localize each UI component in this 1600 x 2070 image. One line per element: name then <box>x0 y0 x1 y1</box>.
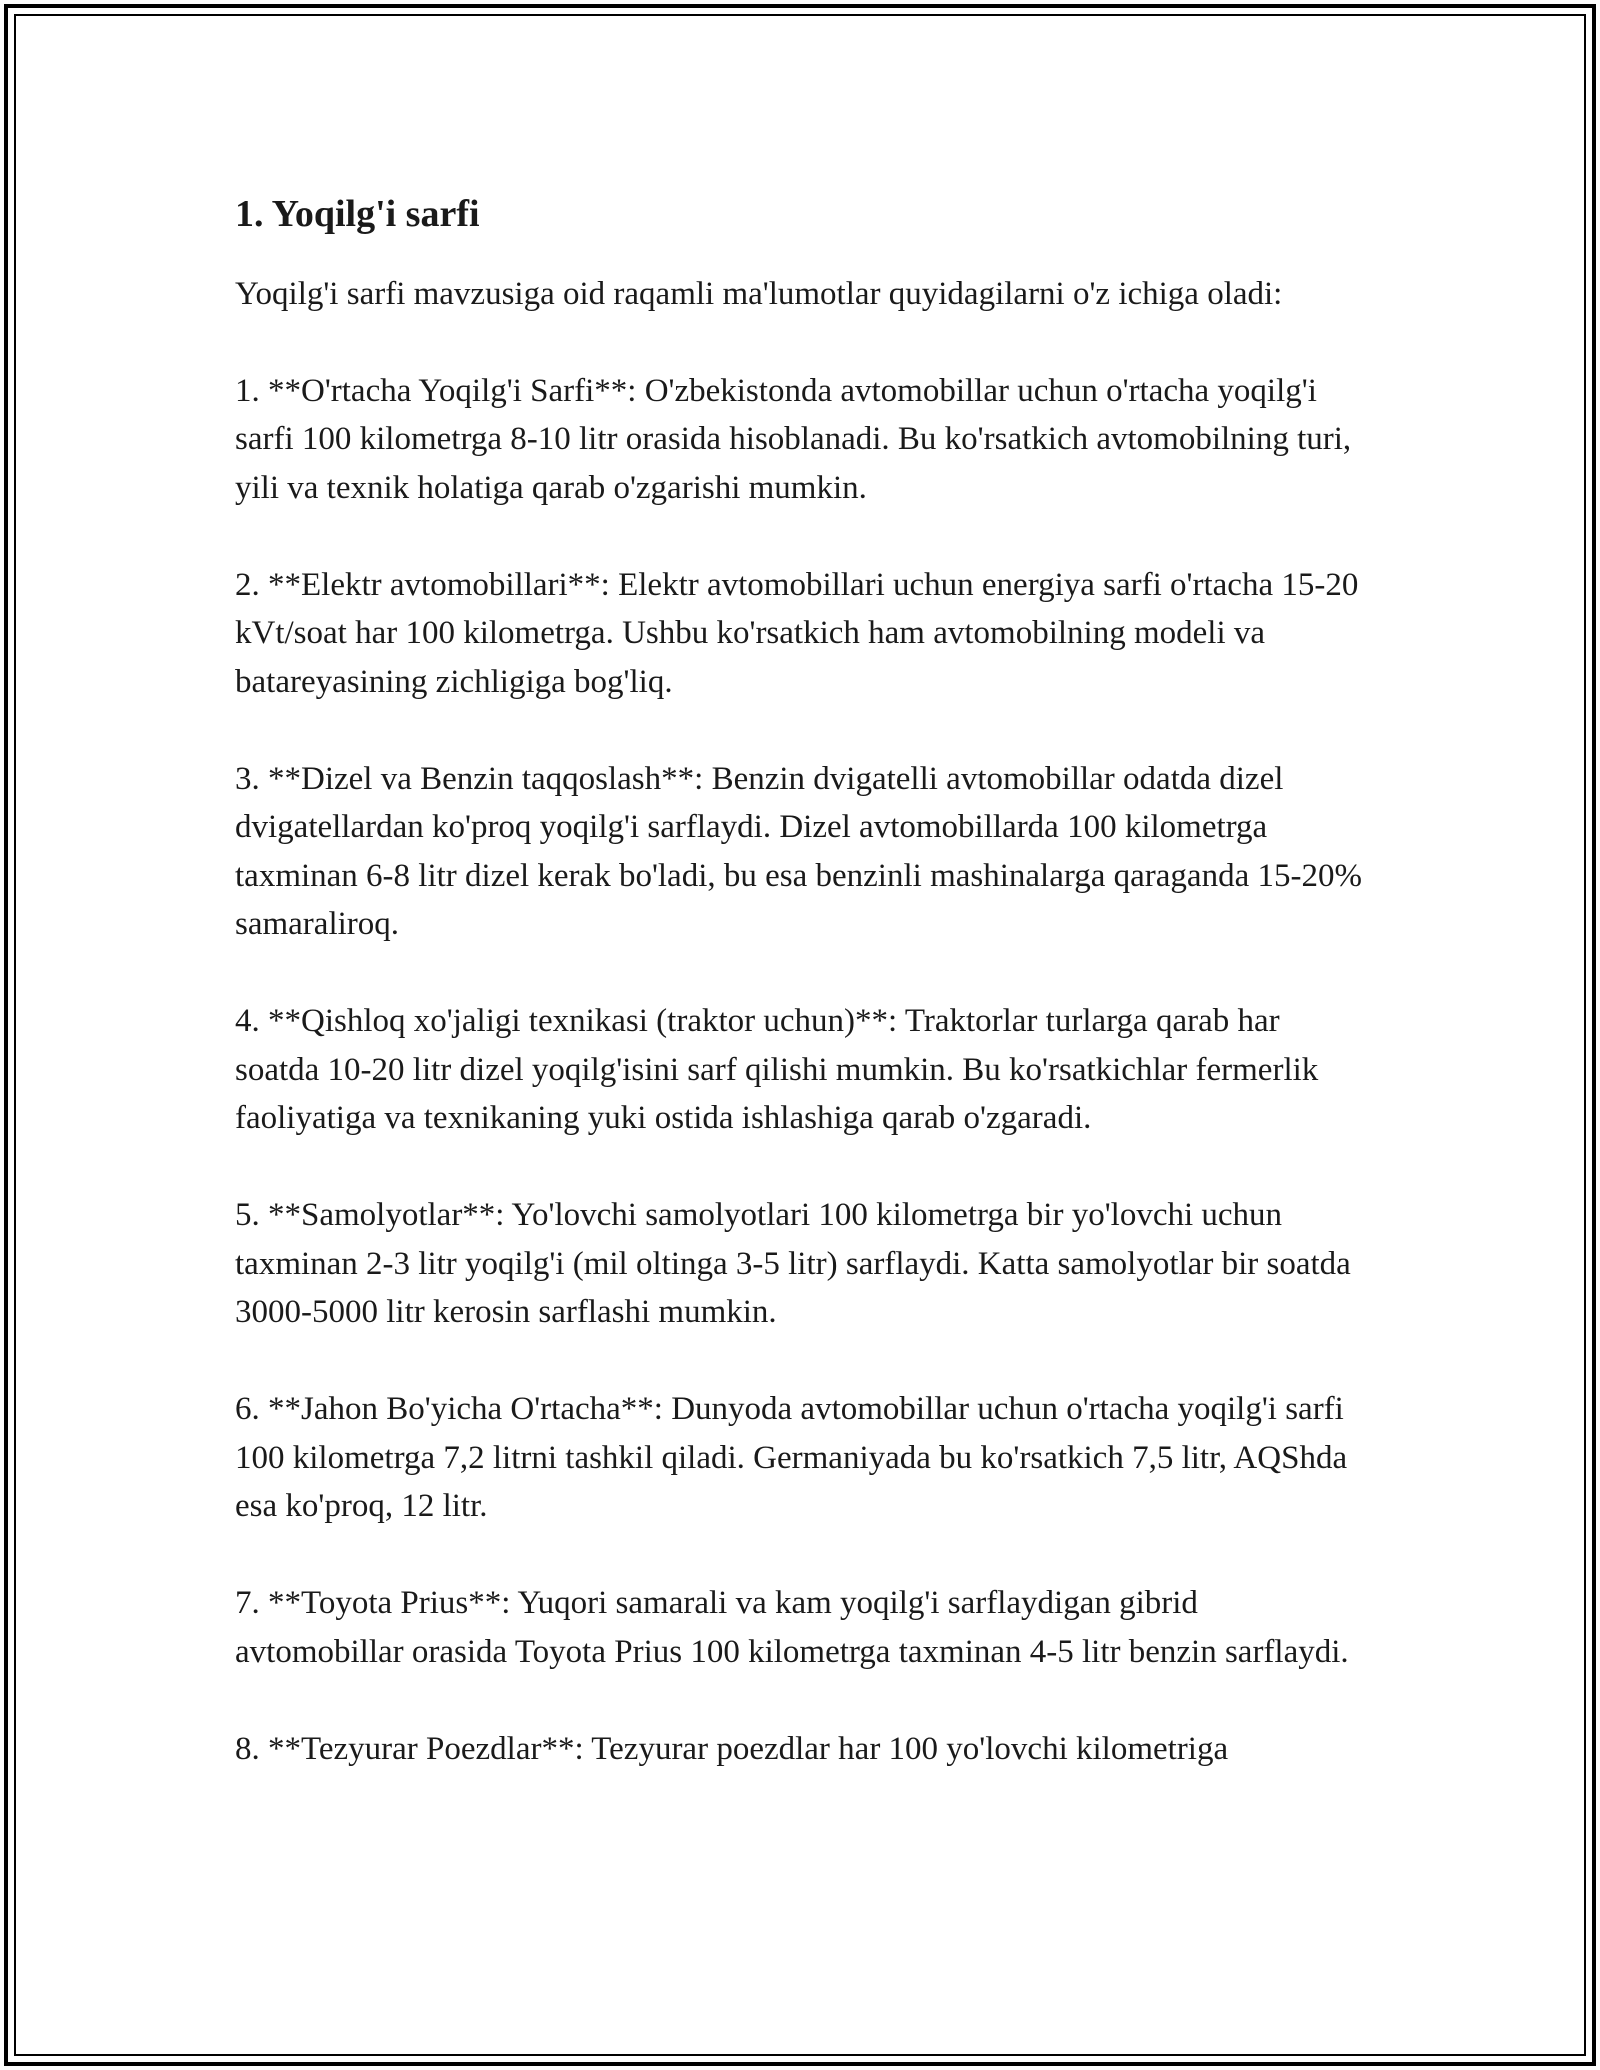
list-item: 2. **Elektr avtomobillari**: Elektr avtomobillari uchun energiya sarfi o'rtacha 15-20 kVt/soat har 100 kilometrga. Ushbu ko'rsatkich ham avtomobilning modeli va batareyasining zichligiga bog'liq. <box>235 566 1359 700</box>
document-body <box>235 186 1365 1822</box>
list-item: 4. **Qishloq xo'jaligi texnikasi (traktor uchun)**: Traktorlar turlarga qarab har soatda 10-20 litr dizel yoqilg'isini sarf qilishi mumkin. Bu ko'rsatkichlar fermerlik faoliyatiga va texnikaning yuki ostida ishlashiga qarab o'zgaradi. <box>235 1003 1319 1136</box>
intro-paragraph: Yoqilg'i sarfi mavzusiga oid raqamli ma'lumotlar quyidagilarni o'z ichiga oladi: <box>235 276 1283 312</box>
list-item: 7. **Toyota Prius**: Yuqori samarali va kam yoqilg'i sarflaydigan gibrid avtomobillar orasida Toyota Prius 100 kilometrga taxminan 4-5 litr benzin sarflaydi. <box>235 1585 1349 1670</box>
list-item: 3. **Dizel va Benzin taqqoslash**: Benzin dvigatelli avtomobillar odatda dizel dvigatellardan ko'proq yoqilg'i sarflaydi. Dizel avtomobillarda 100 kilometrga taxminan 6-8 litr dizel kerak bo'ladi, bu esa benzinli mashinalarga qaraganda 15-20% samaraliroq. <box>235 760 1362 942</box>
list-item: 5. **Samolyotlar**: Yo'lovchi samolyotlari 100 kilometrga bir yo'lovchi uchun taxminan 2-3 litr yoqilg'i (mil oltinga 3-5 litr) sarflaydi. Katta samolyotlar bir soatda 3000-5000 litr kerosin sarflashi mumkin. <box>235 1197 1351 1330</box>
list-item: 1. **O'rtacha Yoqilg'i Sarfi**: O'zbekistonda avtomobillar uchun o'rtacha yoqilg'i sarfi 100 kilometrga 8-10 litr orasida hisoblanadi. Bu ko'rsatkich avtomobilning turi, yili va texnik holatiga qarab o'zgarishi mumkin. <box>235 372 1352 506</box>
document-title: 1. Yoqilg'i sarfi <box>235 193 480 235</box>
list-item: 8. **Tezyurar Poezdlar**: Tezyurar poezdlar har 100 yo'lovchi kilometriga <box>235 1730 1229 1767</box>
list-item: 6. **Jahon Bo'yicha O'rtacha**: Dunyoda avtomobillar uchun o'rtacha yoqilg'i sarfi 100 kilometrga 7,2 litrni tashkil qiladi. Germaniyada bu ko'rsatkich 7,5 litr, AQShda esa ko'proq, 12 litr. <box>235 1391 1348 1524</box>
